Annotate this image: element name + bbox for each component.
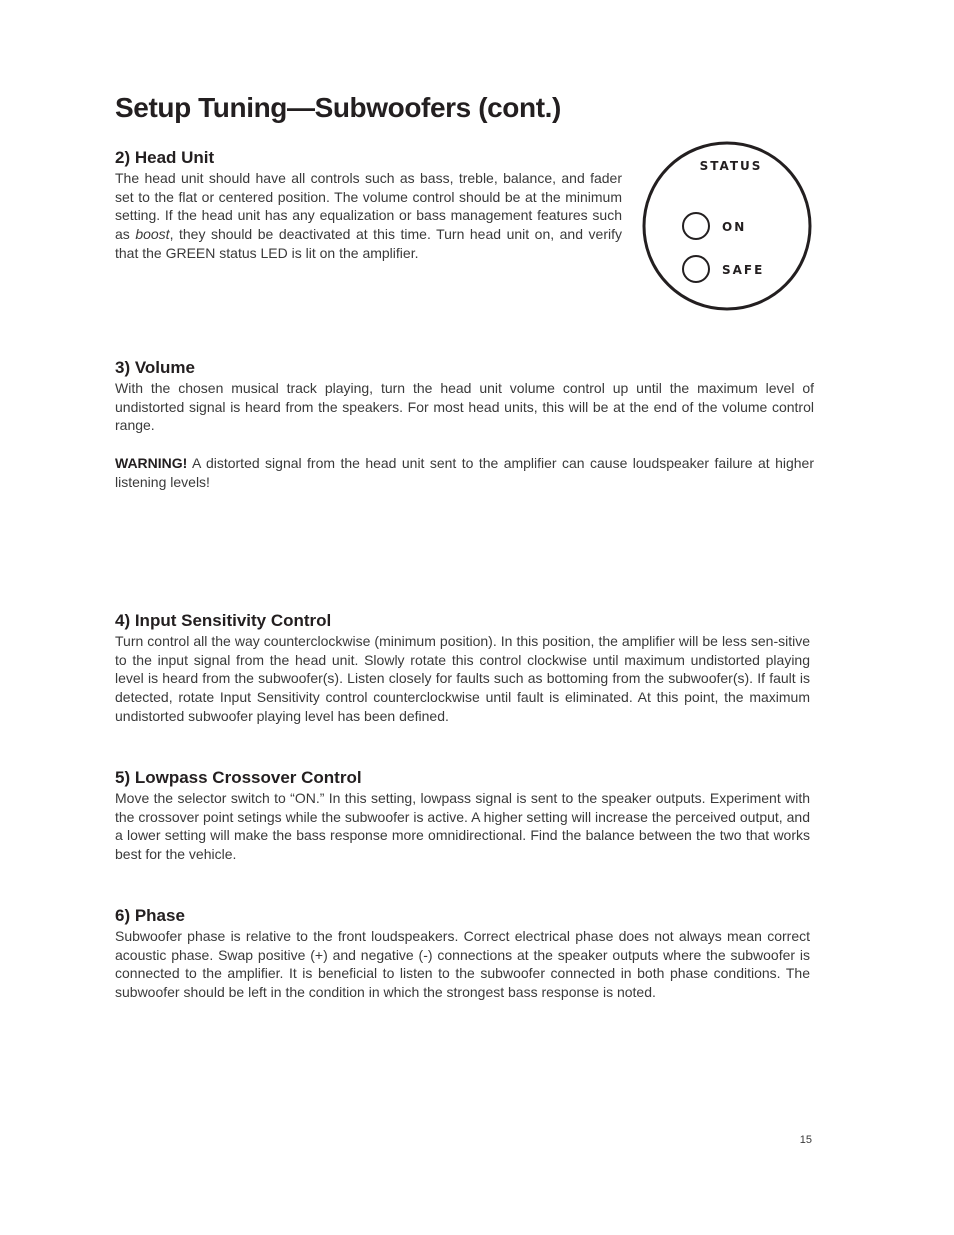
warning-text: A distorted signal from the head unit sent to the amplifier can cause loudspeaker failure at higher listening levels!	[115, 454, 814, 490]
status-title: STATUS	[699, 159, 763, 173]
section-heading: 4) Input Sensitivity Control	[115, 611, 332, 630]
page-number: 15	[799, 1134, 812, 1146]
led-on-indicator	[683, 213, 709, 239]
led-safe-label: SAFE	[722, 263, 765, 277]
body-text: , they should be deactivated at this time. Turn head unit on, and verify that the GREEN status LED is lit on the amplifier.	[115, 226, 622, 261]
section-input-sensitivity	[115, 610, 810, 726]
led-on-label: ON	[722, 220, 747, 234]
section-body: Move the selector switch to “ON.” In this setting, lowpass signal is sent to the speaker outputs. Experiment with the crossover point setings while the subwoofer is active. A higher setting will increase the perceived output, and a lower setting will make the bass response more omnidirectional. Find the balance between the two that works best for the vehicle.	[115, 790, 810, 863]
section-body	[115, 169, 622, 263]
section-head-unit	[115, 147, 622, 263]
warning-label: WARNING!	[115, 454, 188, 471]
section-phase	[115, 905, 810, 1002]
body-text-italic: boost	[135, 226, 170, 243]
section-body: With the chosen musical track playing, turn the head unit volume control up until the maximum level of undistorted signal is heard from the speakers. For most head units, this will be at the end of the volume control range.	[115, 380, 814, 434]
led-safe-indicator	[683, 256, 709, 282]
page-title: Setup Tuning—Subwoofers (cont.)	[115, 92, 561, 123]
section-body: Turn control all the way counterclockwise (minimum position). In this position, the amplifier will be less sen-sitive to the input signal from the head unit. Slowly rotate this control clockwise until maximum undistorted playing level is heard from the subwoofer(s). Listen closely for faults such as bottoming from the subwoofer(s). If fault is detected, rotate Input Sensitivity control counterclockwise until fault is eliminated. At this point, the maximum undistorted subwoofer playing level has been defined.	[115, 633, 810, 724]
warning-paragraph	[115, 454, 814, 491]
section-heading: 6) Phase	[115, 906, 185, 925]
section-volume	[115, 357, 814, 491]
section-heading: 3) Volume	[115, 358, 195, 377]
section-body: Subwoofer phase is relative to the front loudspeakers. Correct electrical phase does not always mean correct acoustic phase. Swap positive (+) and negative (-) connections at the speaker outputs where the subwoofer is connected to the amplifier. It is beneficial to listen to the subwoofer connected in both phase conditions. The subwoofer should be left in the condition in which the strongest bass response is noted.	[115, 928, 810, 1001]
section-lowpass-crossover	[115, 767, 810, 864]
body-text: The head unit should have all controls such as bass, treble, balance, and fader set to the flat or centered position. The volume control should be at the minimum setting. If the head unit has any equalization or bass management features such as	[115, 170, 622, 243]
section-heading: 2) Head Unit	[115, 148, 215, 167]
section-heading: 5) Lowpass Crossover Control	[115, 768, 362, 787]
status-led-diagram	[641, 140, 813, 312]
